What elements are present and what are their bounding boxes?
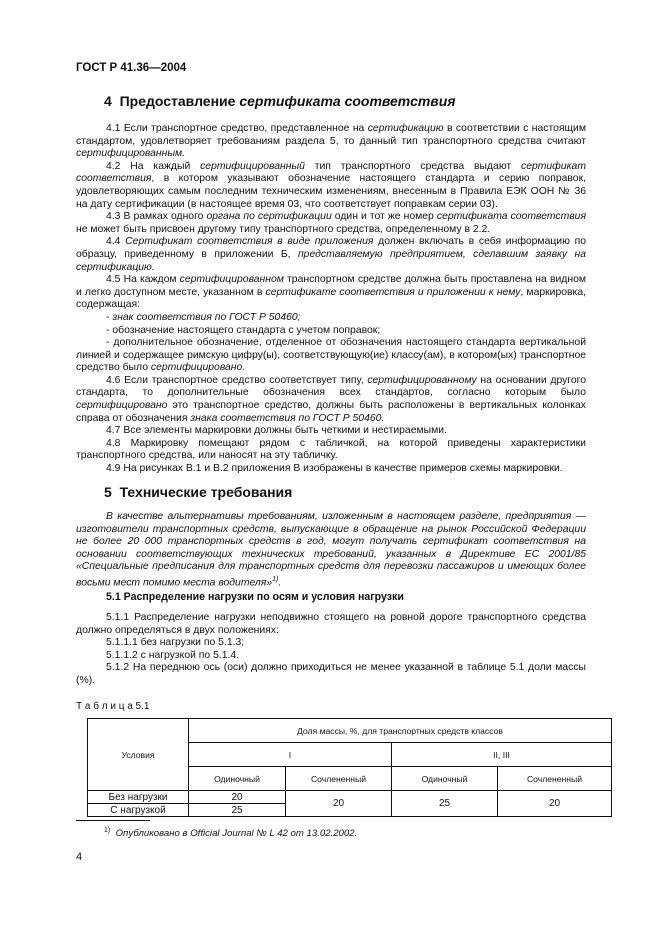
footnote-ref: 1) [272,575,279,583]
text-run: - [106,311,113,323]
text-run: это транспортное средство, должны быть расположены в вертикальных колонках справа от обозначения [76,400,586,424]
italic-run: Сертификат соответствия в виде приложения [125,236,374,248]
table-header-articulated: Сочлененный [498,767,612,791]
table-cell: 20 [498,791,612,817]
italic-run: знака соответствия по ГОСТ Р 50460. [190,412,385,424]
italic-run: сертификата соответствия [436,211,586,223]
italic-run: знак соответствия по ГОСТ Р 50460; [112,311,301,323]
text-run: тип транспортного средства выдают [304,160,521,172]
text-run: - обозначение настоящего стандарта с учетом поправок; [106,324,381,336]
paragraph-4-3 [76,211,586,236]
paragraph-4-2 [76,161,586,211]
paragraph-4-7 [76,425,586,438]
table-header-single: Одиночный [189,767,286,791]
table-header-conditions: Условия [88,719,189,791]
table-header-single: Одиночный [392,767,498,791]
paragraph-5-1-1-1: 5.1.1.1 без нагрузки по 5.1.3; [106,637,245,649]
paragraph-4-6 [76,375,586,425]
table-row [88,791,612,804]
italic-run: представляемую предприятием, сделавшим заявку на сертификацию. [76,248,586,273]
text-run: на основании другого стандарта, то дополнительные обозначения всех стандартов, согласно которым было [76,374,586,399]
table-header-mass-share: Доля массы, %, для транспортных средств классов [189,719,612,743]
text-run: 4.8 Маркировку помещают рядом с табличкой, на которой приведены характеристики транспортного средства, или наносят на эту табличку. [76,437,586,462]
text-run: , в котором указывают обозначение настоящего стандарта и серию поправок, удовлетворяющих самым последним техническим изменениям, внесенным в Правила ЕЭК ООН № 36 на дату сертификации (в настоящее время 03, что соответствует поправкам серии 03). [76,173,586,210]
page-number: 4 [76,851,83,863]
section-4-number: 4 [104,93,112,109]
table-5-1 [87,718,612,817]
section-5-intro-text: В качестве альтернативы требованиям, изложенным в настоящем разделе, предприятия — изготовители транспортных средств, выпускающие в обращение на рынок Российской Федерации не более 20 000 транспортных средств в год, могут получать сертификат соответствия на основании соответствующих технических требований, указанных в Директиве ЕС 2001/85 «Специальные предписания для транспортных средств для перевозки пассажиров и имеющих более восьми мест помимо места водителя» [76,511,586,589]
table-caption: Т а б л и ц а 5.1 [76,701,150,712]
footnote-text: Опубликовано в Official Journal № L 42 от 13.02.2002. [115,828,358,840]
subsection-5-1-heading: 5.1 Распределение нагрузки по осям и условия нагрузки [106,591,404,603]
paragraph-4-8 [76,438,586,463]
italic-run: сертификат соответствия [76,160,586,185]
section-5-1-body [76,612,586,688]
paragraph-4-5 [76,274,586,312]
text-run: должен включать в себя информацию по образцу, приведенному в приложении Б, [76,236,586,260]
table-cell: 25 [189,804,286,817]
table-header-articulated: Сочлененный [286,767,392,791]
text-run: транспортном средстве должна быть проставлена на видном и легко доступном месте, указанном в [76,274,586,298]
section-5-number: 5 [104,484,112,500]
list-item [76,312,586,325]
table-cell: 20 [286,791,392,817]
italic-run: сертифицированному [367,374,477,386]
text-run: 4.3 В рамках одного [106,211,207,223]
italic-run: сертифицировано. [150,362,246,374]
paragraph-4-9 [76,463,586,476]
footnote [104,827,357,839]
section-4-body [76,123,586,476]
italic-run: сертифицировано [76,400,168,412]
text-run: 4.9 На рисунках В.1 и В.2 приложения В изображены в качестве примеров схемы маркировки. [106,463,563,475]
paragraph-4-1 [76,123,586,161]
text-run: - дополнительное обозначение, отделенное от обозначения настоящего стандарта вертикальной линией и содержащее римскую цифру(ы), соответствующую(ие) классу(ам), в котором(ых) транспортное средство было [76,337,586,374]
text-run: 4.7 Все элементы маркировки должны быть четкими и нестираемыми. [106,425,447,437]
paragraph-5-1-1: 5.1.1 Распределение нагрузки неподвижно стоящего на ровной дороге транспортного средства должно определяться в двух положениях: [76,612,586,636]
paragraph-4-4 [76,236,586,274]
document-header: ГОСТ Р 41.36—2004 [76,62,187,74]
footnote-marker: 1) [104,827,111,834]
table-header-class-2-3: II, III [392,743,612,767]
list-item [76,337,586,375]
list-item [76,325,586,338]
italic-run: сертифицированным. [76,148,185,160]
paragraph-5-1-2: 5.1.2 На переднюю ось (оси) должно приходиться не менее указанной в таблице 5.1 доли массы (%). [76,662,586,686]
italic-run: сертификацию [367,123,444,134]
italic-run: сертифицированном [179,274,284,286]
text-run: , маркировка, содержащая: [76,286,586,311]
section-4-heading [104,93,456,109]
text-run: 4.5 На каждом [106,274,180,286]
table-cell: С нагрузкой [88,804,189,817]
table-header-class-1: I [189,743,392,767]
text-run: 4.1 Если транспортное средство, представленное на [106,123,368,134]
text-run: 4.2 На каждый [106,160,201,172]
section-5-intro [76,511,586,590]
italic-run: сертифицированный [200,160,305,172]
table-cell: Без нагрузки [88,791,189,804]
italic-run: органа по сертификации [206,211,332,223]
italic-run: сертификате соответствия и приложении к нему [265,286,521,298]
section-4-title-italic: сертификата соответствия [239,93,456,109]
section-5-intro-end: . [278,577,282,589]
text-run: 4.6 Если транспортное средство соответствует типу, [106,374,368,386]
table-cell: 20 [189,791,286,804]
text-run: в соответствии с настоящим стандартом, удовлетворяет требованиям раздела 5, то данный тип транспортного средства считают [76,123,586,147]
section-5-heading [104,484,292,500]
text-run: 4.4 [106,236,126,248]
text-run: не может быть присвоен другому типу транспортного средства, определенному в 2.2. [76,223,491,235]
section-5-intro-block [76,511,586,590]
footnote-divider [76,820,150,821]
paragraph-5-1-1-2: 5.1.1.2 с нагрузкой по 5.1.4. [106,649,240,661]
section-5-title: Технические требования [119,484,293,500]
table-cell: 25 [392,791,498,817]
text-run: один и тот же номер [331,211,437,223]
section-4-title-plain: Предоставление [119,93,240,109]
